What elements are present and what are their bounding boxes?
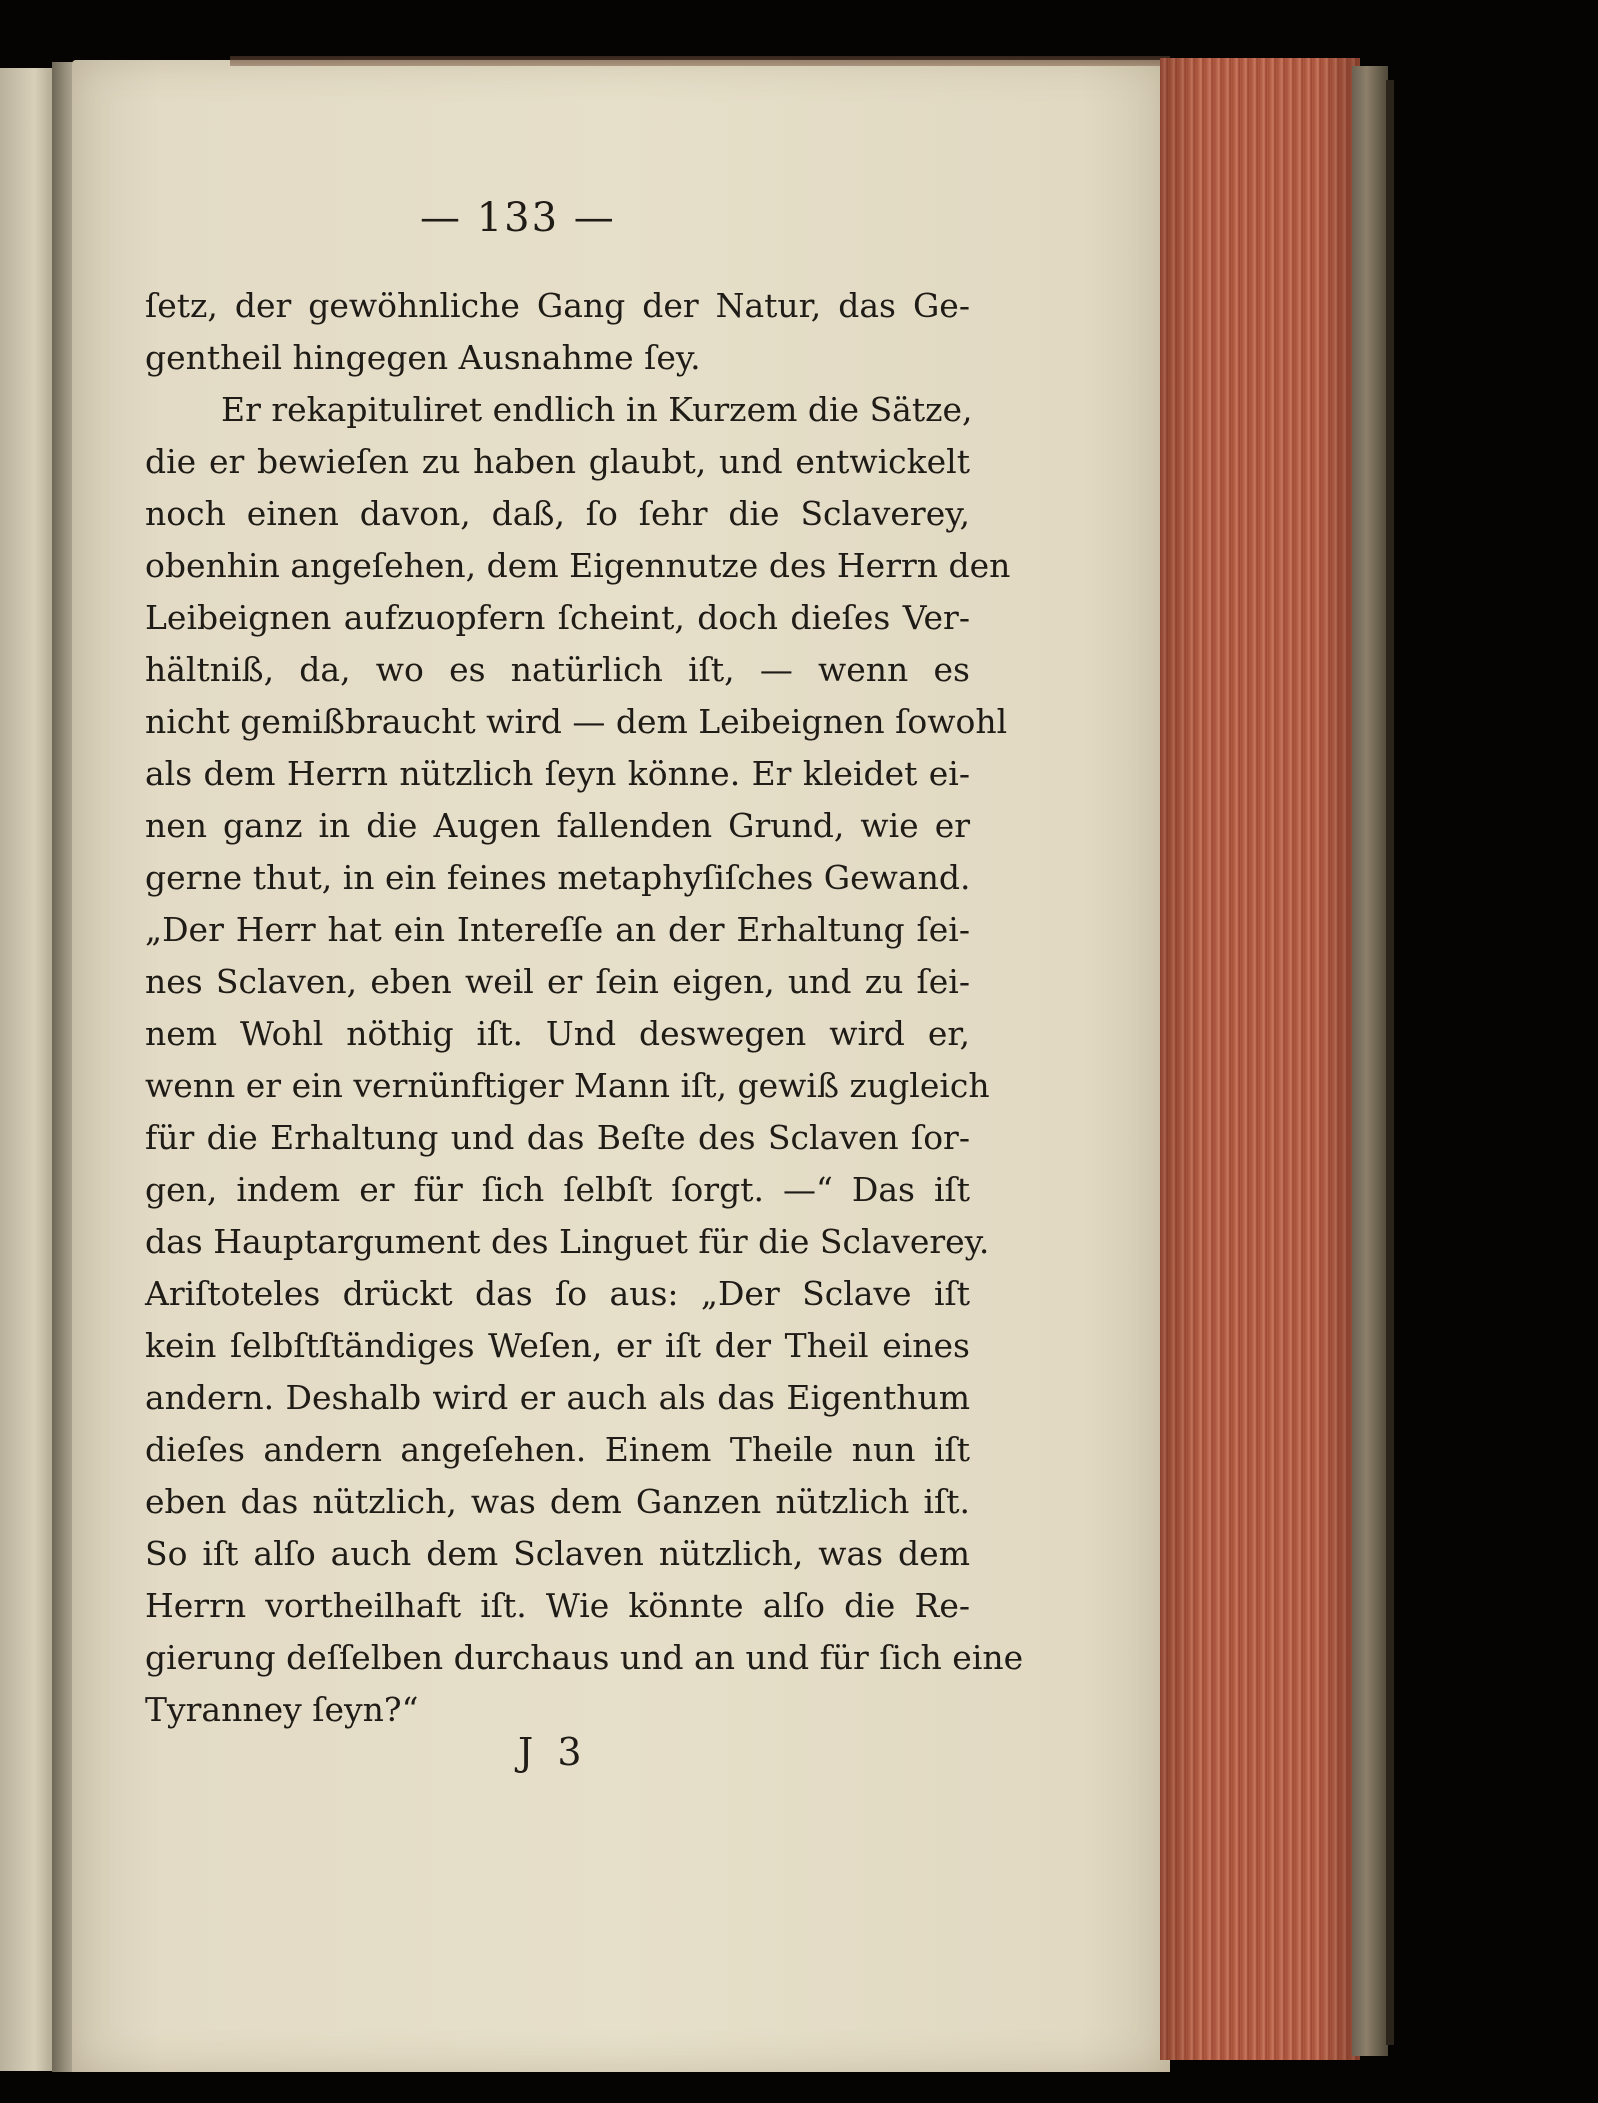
text-line: eben das nützlich, was dem Ganzen nützlich iſt. <box>145 1482 970 1521</box>
book-binding <box>1352 66 1388 2056</box>
text-line: für die Erhaltung und das Beſte des Sclaven ſor- <box>145 1118 970 1157</box>
text-line: nem Wohl nöthig iſt. Und deswegen wird er, <box>145 1014 970 1053</box>
page-block-shading <box>1160 58 1360 2060</box>
text-line: dieſes andern angeſehen. Einem Theile nun iſt <box>145 1430 970 1469</box>
text-line: als dem Herrn nützlich ſeyn könne. Er kleidet ei- <box>145 754 970 793</box>
signature-mark: J 3 <box>518 1730 588 1774</box>
text-line: gierung deſſelben durchaus und an und für ſich eine <box>145 1638 1024 1677</box>
text-line: gerne thut, in ein feines metaphyſiſches Gewand. <box>145 858 971 897</box>
facing-page-edge <box>0 68 58 2071</box>
text-line: „Der Herr hat ein Intereſſe an der Erhaltung ſei- <box>145 910 970 949</box>
text-line: nen ganz in die Augen fallenden Grund, wie er <box>145 806 970 845</box>
text-line: Herrn vortheilhaft iſt. Wie könnte alſo die Re- <box>145 1586 970 1625</box>
text-line: Leibeignen aufzuopfern ſcheint, doch dieſes Ver- <box>145 598 970 637</box>
text-line: nicht gemißbraucht wird — dem Leibeignen ſowohl <box>145 702 1008 741</box>
text-line: Ariſtoteles drückt das ſo aus: „Der Sclave iſt <box>145 1274 970 1313</box>
text-line: Tyranney ſeyn?“ <box>145 1690 419 1729</box>
text-line: die er bewieſen zu haben glaubt, und entwickelt <box>145 442 970 481</box>
text-line: gentheil hingegen Ausnahme ſey. <box>145 338 701 377</box>
text-line: Er rekapituliret endlich in Kurzem die Sätze, <box>221 390 973 429</box>
text-line: kein ſelbſtſtändiges Weſen, er iſt der Theil eines <box>145 1326 970 1365</box>
text-line: nes Sclaven, eben weil er ſein eigen, und zu ſei- <box>145 962 970 1001</box>
text-line: hältniß, da, wo es natürlich iſt, — wenn es <box>145 650 970 689</box>
text-line: andern. Deshalb wird er auch als das Eigenthum <box>145 1378 970 1417</box>
text-line: noch einen davon, daß, ſo ſehr die Sclaverey, <box>145 494 970 533</box>
text-line: gen, indem er für ſich ſelbſt ſorgt. —“ Das iſt <box>145 1170 970 1209</box>
binding-edge <box>1386 80 1394 2045</box>
text-line: das Hauptargument des Linguet für die Sclaverey. <box>145 1222 990 1261</box>
page-number-header: — 133 — <box>420 195 616 241</box>
text-line: obenhin angeſehen, dem Eigennutze des Herrn den <box>145 546 1011 585</box>
page-top-edge <box>230 56 1170 66</box>
text-line: wenn er ein vernünftiger Mann iſt, gewiß zugleich <box>145 1066 990 1105</box>
text-line: ſetz, der gewöhnliche Gang der Natur, das Ge- <box>145 286 970 325</box>
text-line: So iſt alſo auch dem Sclaven nützlich, was dem <box>145 1534 970 1573</box>
